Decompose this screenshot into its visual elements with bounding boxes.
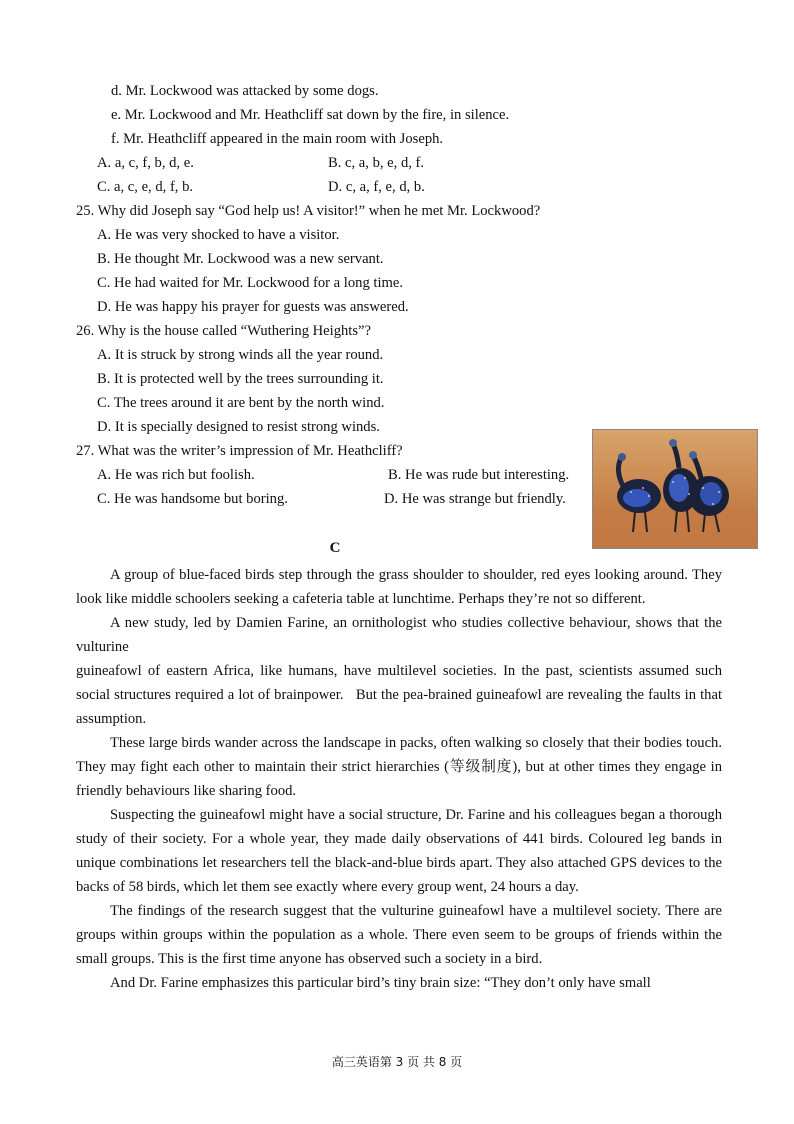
passage-paragraph-2-continued: guineafowl of eastern Africa, like humans, have multilevel societies. In the past, scientists assumed such social structures required a lot of brainpower. But the pea-brained guineafowl are revealing the faults in that assumption. (76, 663, 722, 727)
q25-option-b: B. He thought Mr. Lockwood was a new servant. (97, 251, 384, 267)
q24-option-a: A. a, c, f, b, d, e. (97, 155, 194, 171)
passage-paragraph-5: The findings of the research suggest that the vulturine guineafowl have a multilevel society. There are groups within groups within the population as a whole. There even seem to be groups of friends within the small groups. This is the first time anyone has observed such a society in a bird. (76, 903, 722, 967)
q27-option-b: B. He was rude but interesting. (388, 467, 570, 483)
passage-paragraph-2: A new study, led by Damien Farine, an ornithologist who studies collective behaviour, shows that the vulturine (76, 615, 722, 655)
q26-option-c: C. The trees around it are bent by the north wind. (97, 395, 385, 411)
q27-option-d: D. He was strange but friendly. (384, 491, 566, 507)
q26-option-b: B. It is protected well by the trees surrounding it. (97, 371, 384, 387)
q24-option-d: D. c, a, f, e, d, b. (328, 179, 425, 195)
q26-option-a: A. It is struck by strong winds all the year round. (97, 347, 384, 363)
q27-option-c: C. He was handsome but boring. (97, 491, 288, 507)
page-footer: 高三英语第 3 页 共 8 页 (331, 1055, 463, 1069)
q24-item-f: f. Mr. Heathcliff appeared in the main room with Joseph. (111, 131, 444, 147)
q24-option-b: B. c, a, b, e, d, f. (328, 155, 425, 171)
q26-question: 26. Why is the house called “Wuthering Heights”? (76, 323, 371, 339)
q24-option-c: C. a, c, e, d, f, b. (97, 179, 194, 195)
q27-question: 27. What was the writer’s impression of Mr. Heathcliff? (76, 443, 403, 459)
q27-option-a: A. He was rich but foolish. (97, 467, 255, 483)
q25-question: 25. Why did Joseph say “God help us! A visitor!” when he met Mr. Lockwood? (76, 203, 541, 219)
guineafowl-photo (592, 429, 758, 549)
passage-paragraph-4: Suspecting the guineafowl might have a social structure, Dr. Farine and his colleagues began a thorough study of their society. For a whole year, they made daily observations of 441 birds. Coloured leg bands in unique combinations let researchers tell the black-and-blue birds apart. They also attached GPS devices to the backs of 58 birds, which let them see exactly where every group went, 24 hours a day. (76, 807, 722, 895)
section-c-heading: C (329, 540, 341, 556)
passage-paragraph-1: A group of blue-faced birds step through the grass shoulder to shoulder, red eyes looking around. They look like middle schoolers seeking a cafeteria table at lunchtime. Perhaps they’re not so different. (76, 567, 722, 607)
section-c-passage (76, 563, 722, 995)
passage-paragraph-6: And Dr. Farine emphasizes this particular bird’s tiny brain size: “They don’t only have small (110, 975, 651, 991)
q26-option-d: D. It is specially designed to resist strong winds. (97, 419, 380, 435)
q25-option-c: C. He had waited for Mr. Lockwood for a long time. (97, 275, 403, 291)
passage-paragraph-3: These large birds wander across the landscape in packs, often walking so closely that their bodies touch. They may fight each other to maintain their strict hierarchies (等级制度), but at other times they engage in friendly behaviours like sharing food. (76, 735, 722, 799)
q25-option-d: D. He was happy his prayer for guests was answered. (97, 299, 409, 315)
q25-option-a: A. He was very shocked to have a visitor. (97, 227, 340, 243)
q24-item-e: e. Mr. Lockwood and Mr. Heathcliff sat down by the fire, in silence. (111, 107, 510, 123)
q24-item-d: d. Mr. Lockwood was attacked by some dogs. (111, 83, 379, 99)
